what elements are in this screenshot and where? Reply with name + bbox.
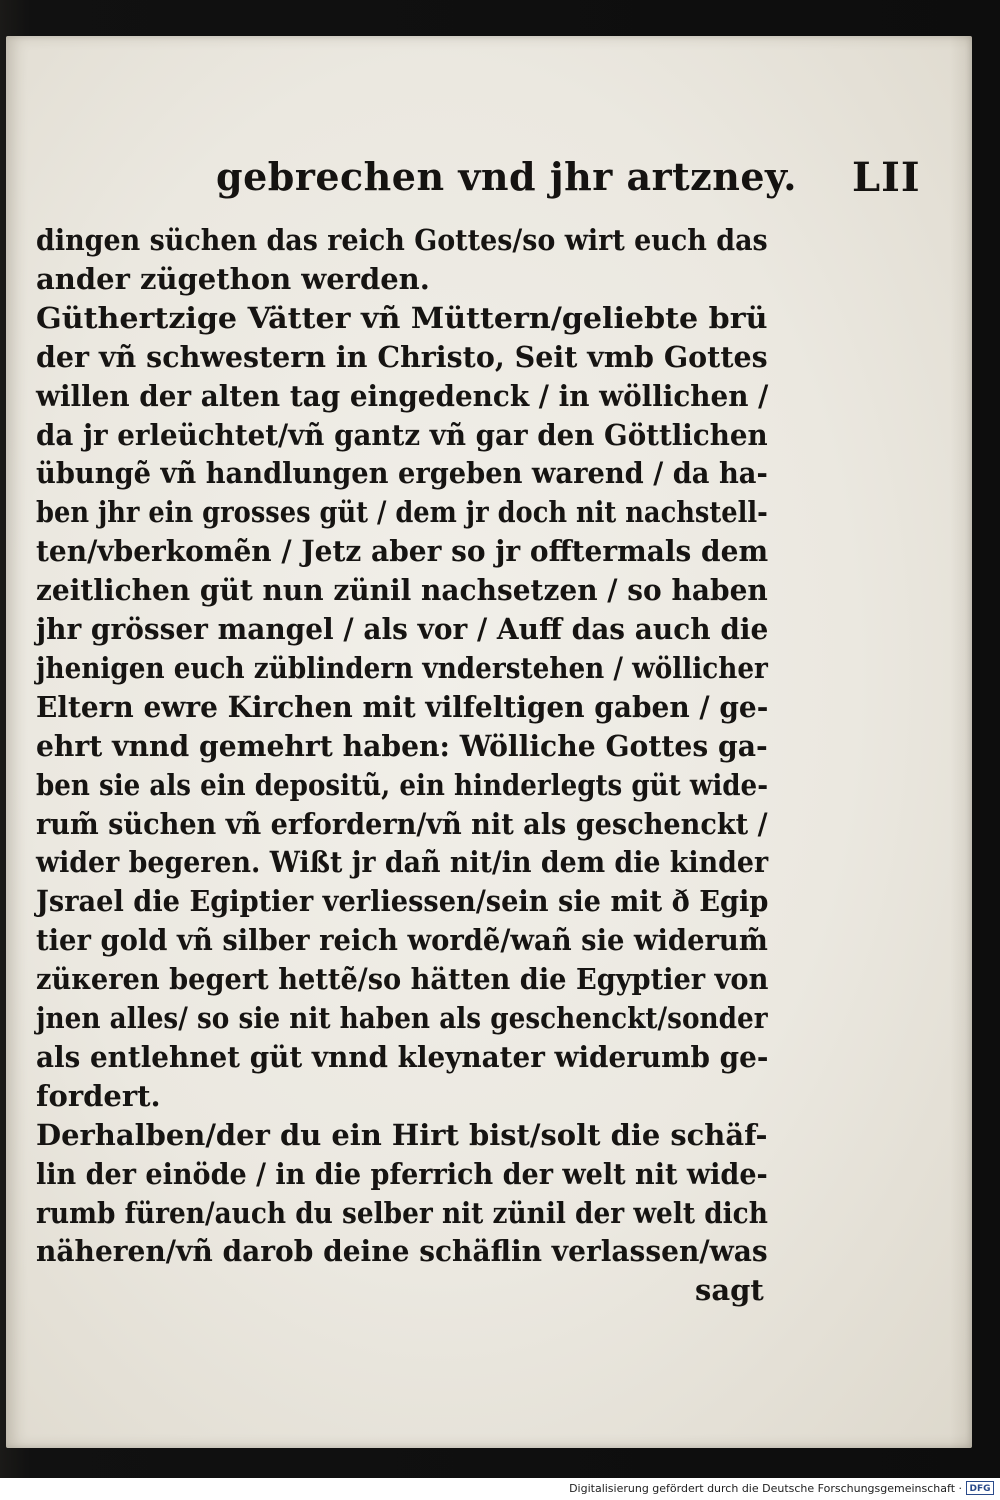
text-line: wider begeren. Wißt jr dañ nit/in dem die kinder: [36, 845, 769, 880]
text-line: Eltern ewre Kirchen mit vilfeltigen gaben / ge-: [36, 689, 769, 724]
text-line: der vñ schwestern in Christo, Seit vmb Gottes: [36, 339, 768, 374]
text-line: zeitlichen güt nun zünil nachsetzen / so haben: [36, 573, 768, 608]
text-line: ander zügethon werden.: [36, 261, 430, 296]
running-head: gebrechen vnd jhr artzney.: [216, 154, 797, 199]
text-line: als entlehnet güt vnnd kleynater widerumb ge-: [36, 1039, 769, 1074]
body-text: [36, 222, 776, 1342]
text-line: übungẽ vñ handlungen ergeben warend / da ha-: [36, 456, 768, 491]
folio-number: LII: [852, 154, 921, 201]
text-line: jhenigen euch züblindern vnderstehen / wöllicher: [36, 650, 768, 685]
funding-credit: Digitalisierung gefördert durch die Deutsche Forschungsgemeinschaft ·: [569, 1482, 962, 1495]
text-line: willen der alten tag eingedenck / in wöllichen /: [36, 378, 769, 413]
text-line: rumb füren/auch du selber nit zünil der welt dich: [36, 1195, 768, 1230]
text-line: ten/vberkomẽn / Jetz aber so jr offtermals dem: [36, 534, 769, 569]
text-line: dingen süchen das reich Gottes/so wirt euch das: [36, 223, 768, 257]
text-line: ehrt vnnd gemehrt haben: Wölliche Gottes ga-: [36, 728, 768, 763]
text-line: Güthertzige Vätter vñ Müttern/geliebte brü: [36, 300, 768, 335]
text-line: tier gold vñ silber reich wordẽ/wañ sie widerum̃: [36, 923, 768, 958]
text-line: sagt: [695, 1273, 764, 1308]
page-edge-shadow: [950, 36, 972, 1448]
text-line: näheren/vñ darob deine schäflin verlassen/was: [36, 1234, 768, 1269]
text-line: da jr erleüchtet/vñ gantz vñ gar den Göttlichen: [36, 417, 768, 452]
text-line: ben sie als ein depositũ, ein hinderlegts güt wide-: [36, 767, 769, 802]
text-line: jhr grösser mangel / als vor / Auff das auch die: [36, 612, 769, 646]
digitization-footer: [0, 1478, 1000, 1500]
text-line: Jsrael die Egiptier verliessen/sein sie mit ð Egip: [36, 884, 769, 919]
text-line: ben jhr ein grosses güt / dem jr doch nit nachstell-: [36, 495, 768, 530]
text-line: fordert.: [36, 1078, 161, 1113]
text-line: Derhalben/der du ein Hirt bist/solt die schäf-: [36, 1117, 768, 1152]
text-line: lin der einöde / in die pferrich der welt nit wide-: [36, 1156, 768, 1191]
text-line: rum̃ süchen vñ erfordern/vñ nit als geschenckt /: [36, 806, 768, 841]
dfg-logo-icon: DFG: [966, 1481, 994, 1495]
book-page: [6, 36, 972, 1448]
text-line: züкeren begert hettẽ/so hätten die Egyptier von: [36, 962, 769, 997]
text-line: jnen alles/ so sie nit haben als geschenckt/sonder: [36, 1001, 768, 1035]
